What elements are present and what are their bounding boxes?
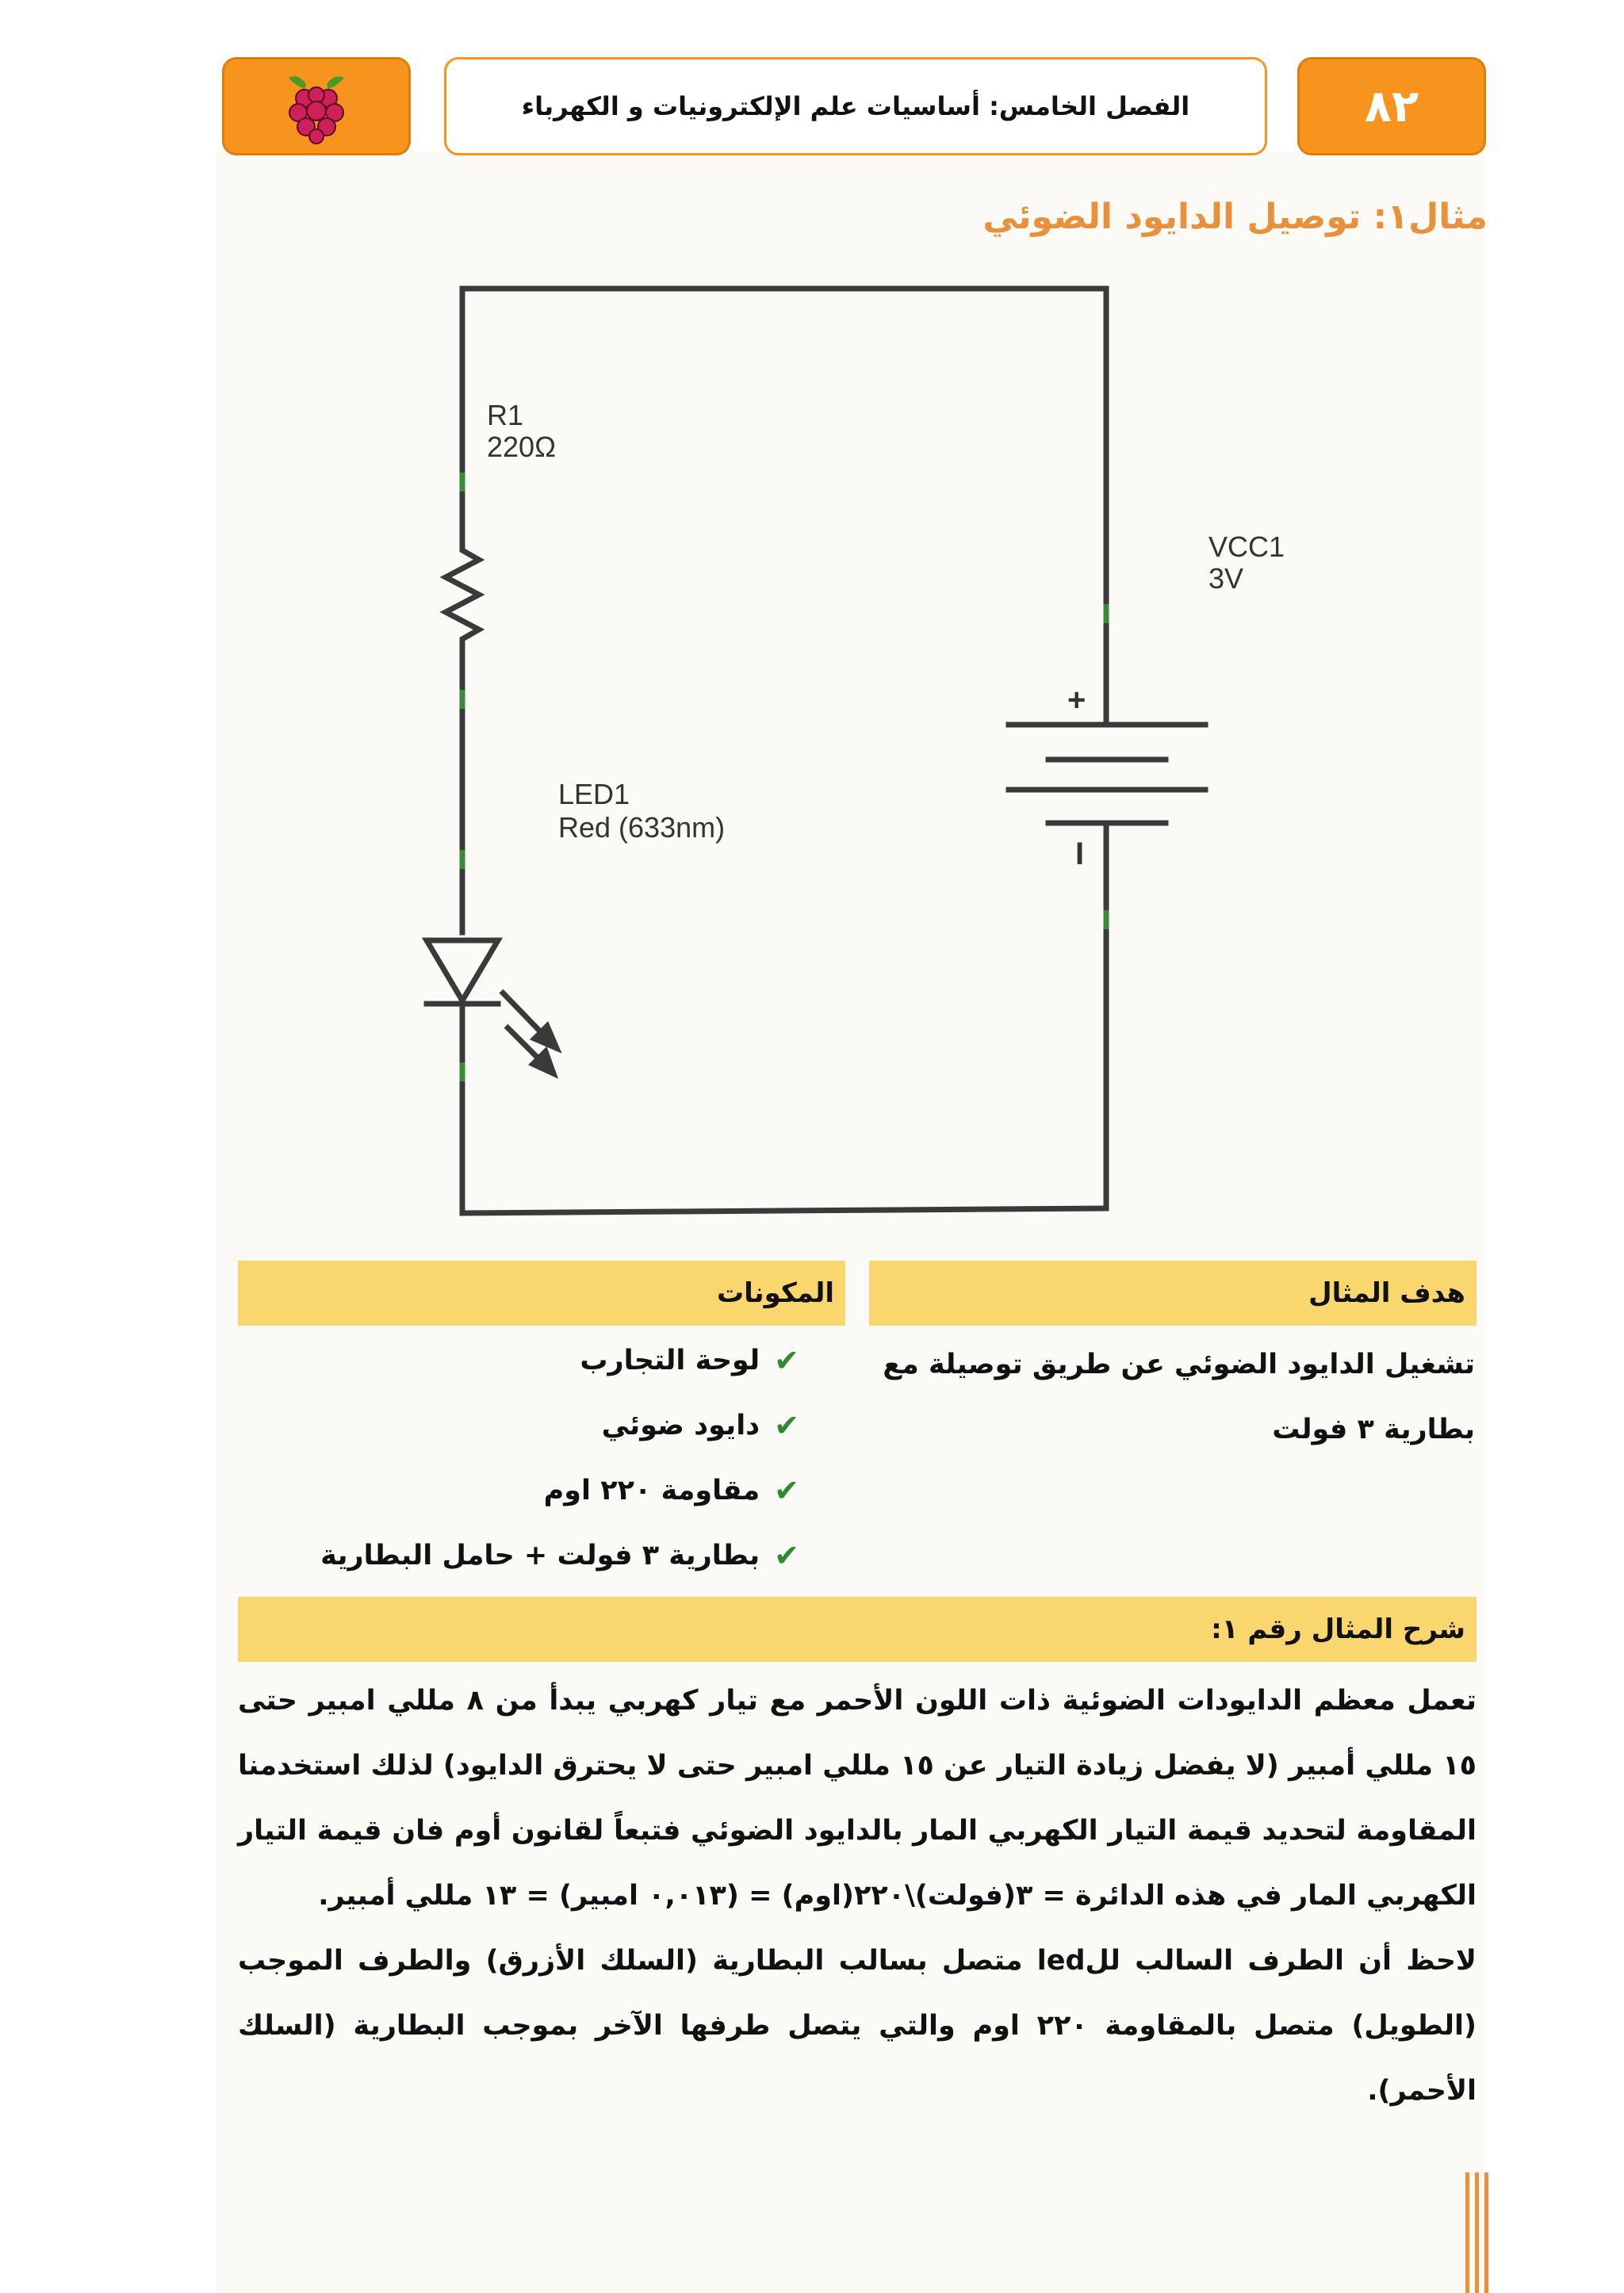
check-mark-icon: ✔ (774, 1473, 799, 1508)
battery-symbol (1009, 725, 1205, 823)
component-item (602, 1408, 799, 1443)
led-value: Red (633nm) (558, 811, 726, 844)
component-item (544, 1473, 799, 1508)
vcc-name: VCC1 (1208, 530, 1285, 563)
wire-bottom (462, 1208, 1106, 1213)
component-label: لوحة التجارب (580, 1345, 760, 1376)
component-label: مقاومة ٢٢٠ اوم (543, 1475, 760, 1506)
vcc-value: 3V (1208, 562, 1244, 595)
component-label: بطارية ٣ فولت + حامل البطارية (320, 1540, 760, 1571)
component-item (320, 1538, 799, 1573)
decorative-stripe (1484, 2172, 1488, 2293)
battery-minus-sign: I (1075, 836, 1085, 871)
check-mark-icon: ✔ (774, 1343, 799, 1378)
components-heading: المكونات (238, 1261, 845, 1326)
r1-value: 220Ω (487, 431, 556, 463)
check-mark-icon: ✔ (774, 1408, 799, 1443)
explanation-body (238, 1668, 1477, 2123)
explanation-paragraph: لاحظ أن الطرف السالب للled متصل بسالب البطارية (السلك الأزرق) والطرف الموجب (الطويل) متصل بالمقاومة ٢٢٠ اوم والتي يتصل طرفها الآخر بموجب البطارية (السلك الأحمر). (238, 1945, 1477, 2107)
battery-plus-sign: + (1067, 683, 1086, 718)
resistor-symbol (446, 530, 479, 649)
component-label: دايود ضوئي (601, 1410, 760, 1441)
check-mark-icon: ✔ (774, 1538, 799, 1573)
r1-name: R1 (487, 399, 524, 431)
page-number: ٨٢ (1364, 80, 1419, 132)
decorative-stripe (1465, 2172, 1469, 2293)
explanation-heading: شرح المثال رقم ١: (238, 1597, 1477, 1662)
component-item (580, 1343, 799, 1378)
explanation-paragraph: تعمل معظم الدايودات الضوئية ذات اللون الأحمر مع تيار كهربي يبدأ من ٨ مللي امبير حتى ١٥ مللي أمبير (لا يفضل زيادة التيار عن ١٥ مللي امبير حتى لا يحترق الدايود) لذلك استخدمنا المقاومة لتحديد قيمة التيار الكهربي المار بالدايود الضوئي فتبعاً لقانون أوم فان قيمة التيار الكهربي المار في هذه الدائرة = ٣(فولت)\٢٢٠(اوم) = (٠,٠١٣ امبير) = ١٣ مللي أمبير. (238, 1685, 1477, 1912)
goal-text: تشغيل الدايود الضوئي عن طريق توصيلة مع بطارية ٣ فولت (883, 1349, 1475, 1445)
led-symbol (427, 940, 498, 1001)
chapter-title: الفصل الخامس: أساسيات علم الإلكترونيات و الكهرباء (521, 91, 1190, 121)
decorative-stripe (1475, 2172, 1479, 2293)
led-name: LED1 (558, 778, 630, 810)
goal-heading: هدف المثال (869, 1261, 1477, 1326)
example-title: مثال١: توصيل الدايود الضوئي (982, 197, 1488, 237)
